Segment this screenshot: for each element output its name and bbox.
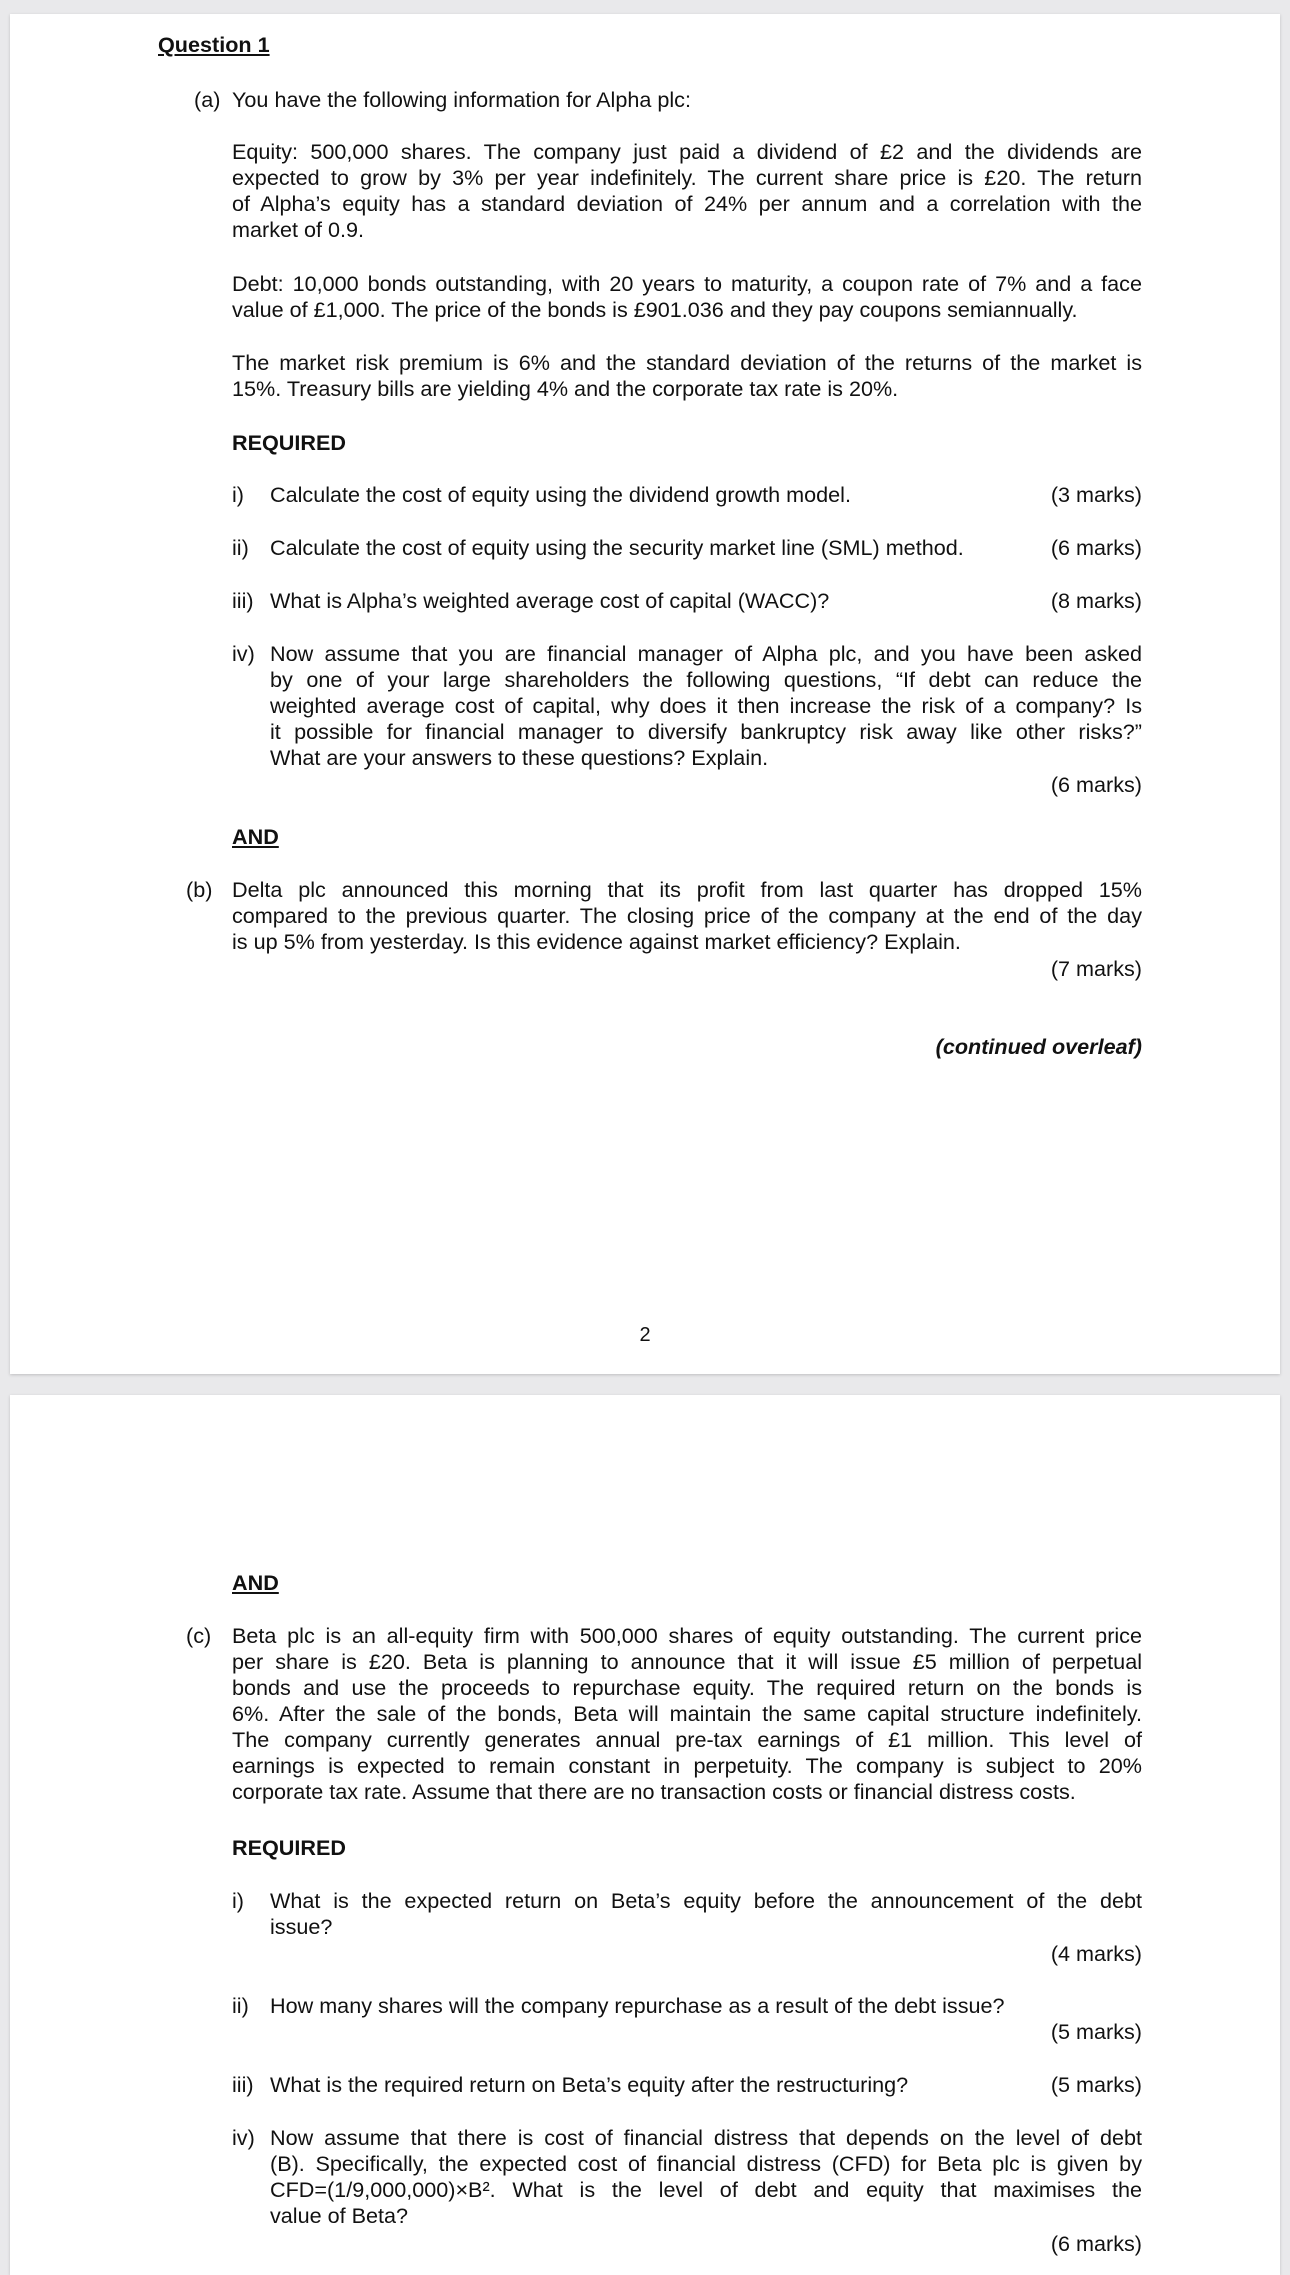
item-iv-line: What are your answers to these questions? Explain. xyxy=(270,745,769,770)
part-c-line: 6%. After the sale of the bonds, Beta will maintain the same capital structure indefinitely. xyxy=(232,1701,1142,1726)
debt-paragraph xyxy=(232,271,1142,323)
item-text: How many shares will the company repurchase as a result of the debt issue? xyxy=(270,1993,1005,2018)
part-a-label: (a) xyxy=(194,87,221,112)
page-number: 2 xyxy=(639,1324,651,1346)
item-iv-line: Now assume that you are financial manager of Alpha plc, and you have been asked xyxy=(270,641,1142,666)
item-line: value of Beta? xyxy=(270,2203,409,2228)
part-a-intro: You have the following information for Alpha plc: xyxy=(232,87,691,112)
item-marks: (7 marks) xyxy=(1050,956,1142,981)
item-line: (B). Specifically, the expected cost of financial distress (CFD) for Beta plc is given by xyxy=(270,2151,1142,2176)
debt-line: value of £1,000. The price of the bonds is £901.036 and they pay coupons semiannually. xyxy=(232,297,1078,322)
item-number: iii) xyxy=(232,2072,254,2097)
required-heading: REQUIRED xyxy=(232,1835,346,1860)
part-b-line: is up 5% from yesterday. Is this evidence against market efficiency? Explain. xyxy=(232,929,961,954)
item-line: Now assume that there is cost of financial distress that depends on the level of debt xyxy=(270,2125,1142,2150)
part-c-line: Beta plc is an all-equity firm with 500,000 shares of equity outstanding. The current price xyxy=(232,1623,1142,1648)
part-c-paragraph xyxy=(232,1623,1142,1805)
item-marks: (4 marks) xyxy=(1050,1941,1142,1966)
item-marks: (6 marks) xyxy=(1050,535,1142,560)
market-line: 15%. Treasury bills are yielding 4% and the corporate tax rate is 20%. xyxy=(232,376,899,401)
equity-line: Equity: 500,000 shares. The company just paid a dividend of £2 and the dividends are xyxy=(232,139,1142,164)
item-iv-paragraph xyxy=(270,641,1142,771)
item-line: issue? xyxy=(270,1914,333,1939)
item-number: ii) xyxy=(232,1993,249,2018)
required-heading: REQUIRED xyxy=(232,430,346,455)
equity-line: expected to grow by 3% per year indefinitely. The current share price is £20. The return xyxy=(232,165,1142,190)
continued-overleaf: (continued overleaf) xyxy=(935,1034,1142,1059)
item-marks: (6 marks) xyxy=(1050,2231,1142,2256)
item-marks: (8 marks) xyxy=(1050,588,1142,613)
item-c-i-paragraph xyxy=(270,1888,1142,1940)
item-number: iii) xyxy=(232,588,254,613)
item-marks: (3 marks) xyxy=(1050,482,1142,507)
item-number: i) xyxy=(232,482,244,507)
item-text: Calculate the cost of equity using the security market line (SML) method. xyxy=(270,535,964,560)
part-c-line: earnings is expected to remain constant in perpetuity. The company is subject to 20% xyxy=(232,1753,1142,1778)
item-text: What is the required return on Beta’s equity after the restructuring? xyxy=(270,2072,909,2097)
item-marks: (5 marks) xyxy=(1050,2072,1142,2097)
part-c-line: The company currently generates annual pre-tax earnings of £1 million. This level of xyxy=(232,1727,1142,1752)
market-line: The market risk premium is 6% and the standard deviation of the returns of the market is xyxy=(232,350,1142,375)
item-marks: (5 marks) xyxy=(1050,2019,1142,2044)
equity-line: of Alpha’s equity has a standard deviation of 24% per annum and a correlation with the xyxy=(232,191,1142,216)
part-b-line: Delta plc announced this morning that its profit from last quarter has dropped 15% xyxy=(232,877,1142,902)
item-iv-line: weighted average cost of capital, why does it then increase the risk of a company? Is xyxy=(270,693,1142,718)
question-title: Question 1 xyxy=(158,32,270,57)
debt-line: Debt: 10,000 bonds outstanding, with 20 years to maturity, a coupon rate of 7% and a face xyxy=(232,271,1142,296)
part-b-paragraph xyxy=(232,877,1142,955)
item-line: CFD=(1/9,000,000)×B². What is the level of debt and equity that maximises the xyxy=(270,2177,1142,2202)
item-line: What is the expected return on Beta’s equity before the announcement of the debt xyxy=(270,1888,1142,1913)
part-b-label: (b) xyxy=(186,877,213,902)
part-b-line: compared to the previous quarter. The closing price of the company at the end of the day xyxy=(232,903,1142,928)
part-c-label: (c) xyxy=(186,1623,212,1648)
item-marks: (6 marks) xyxy=(1050,772,1142,797)
part-c-line: corporate tax rate. Assume that there are no transaction costs or financial distress costs. xyxy=(232,1779,1076,1804)
item-number: iv) xyxy=(232,2125,255,2150)
equity-paragraph xyxy=(232,139,1142,243)
item-c-iv-paragraph xyxy=(270,2125,1142,2229)
market-paragraph xyxy=(232,350,1142,402)
item-number: iv) xyxy=(232,641,255,666)
item-iv-line: it possible for financial manager to diversify bankruptcy risk away like other risks?” xyxy=(270,719,1142,744)
item-text: Calculate the cost of equity using the dividend growth model. xyxy=(270,482,851,507)
item-iv-line: by one of your large shareholders the following questions, “If debt can reduce the xyxy=(270,667,1142,692)
and-separator: AND xyxy=(232,1570,279,1595)
item-number: ii) xyxy=(232,535,249,560)
item-number: i) xyxy=(232,1888,244,1913)
and-separator: AND xyxy=(232,824,279,849)
item-text: What is Alpha’s weighted average cost of capital (WACC)? xyxy=(270,588,830,613)
part-c-line: bonds and use the proceeds to repurchase equity. The required return on the bonds is xyxy=(232,1675,1142,1700)
page-2 xyxy=(10,1395,1280,2275)
page-1 xyxy=(10,14,1280,1374)
part-c-line: per share is £20. Beta is planning to announce that it will issue £5 million of perpetual xyxy=(232,1649,1142,1674)
equity-line: market of 0.9. xyxy=(232,217,365,242)
